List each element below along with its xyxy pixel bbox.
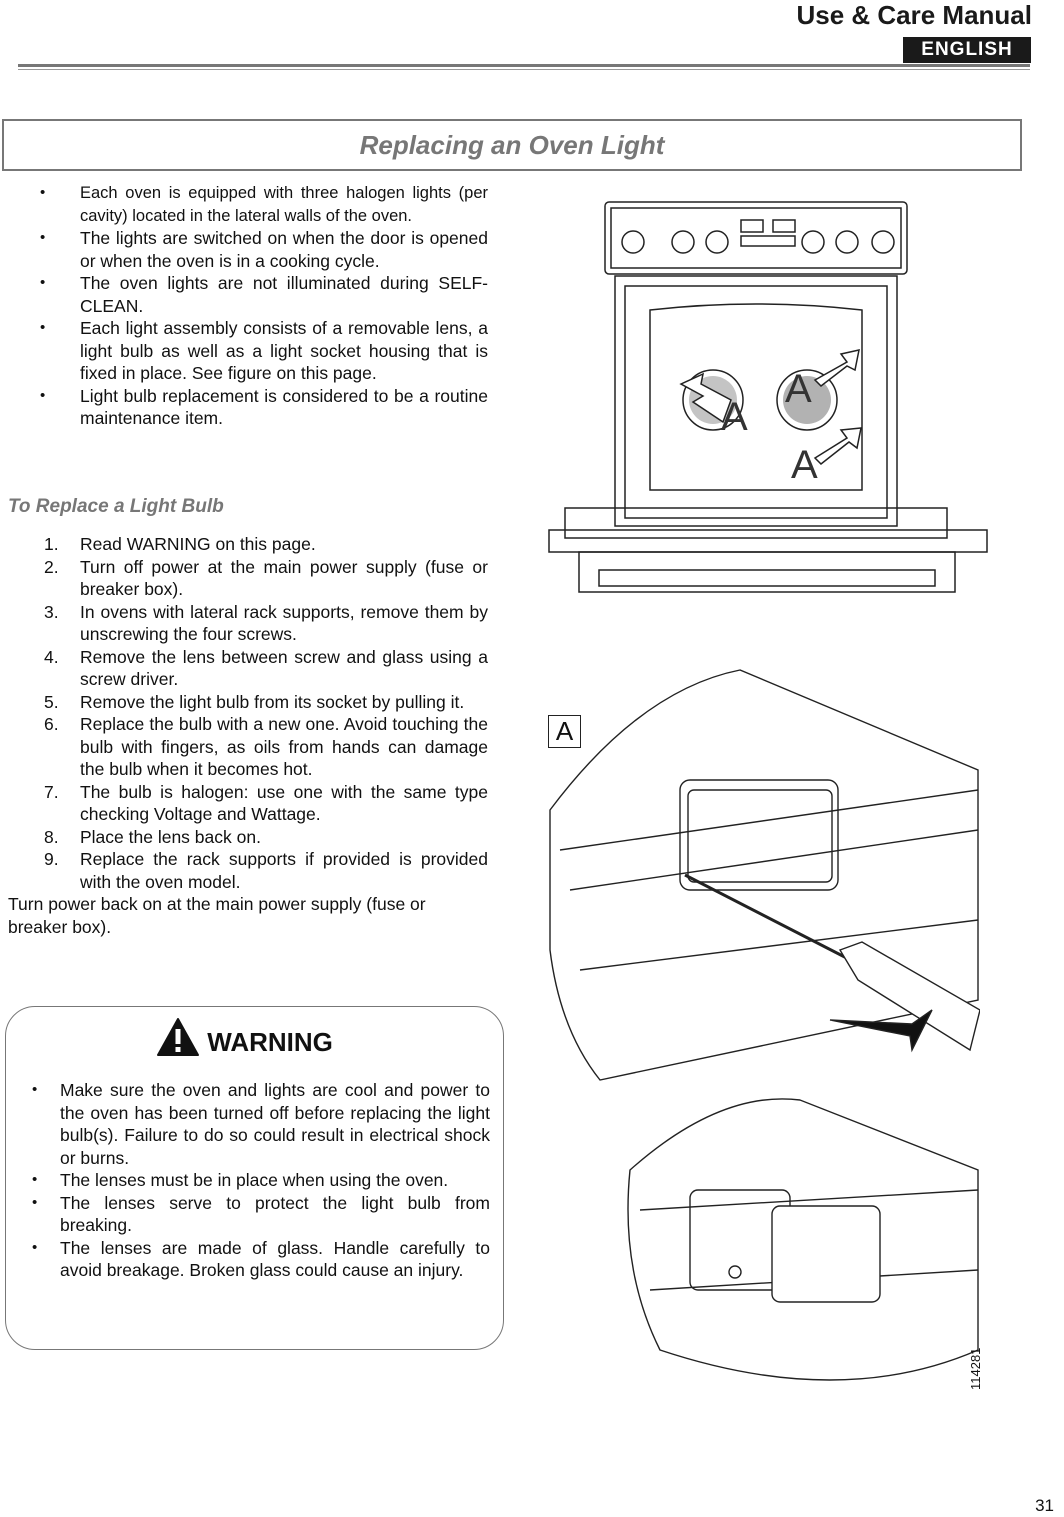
intro-bullets [8, 182, 488, 430]
warning-box [5, 1006, 504, 1350]
warning-heading [156, 1017, 333, 1058]
intro-bullet: • The oven lights are not illuminated during SELF- CLEAN. [8, 272, 488, 317]
language-badge: ENGLISH [903, 37, 1031, 63]
intro-bullet: • Each light assembly consists of a removable lens, a light bulb as well as a light socket housing that is fixed in place. See figure on this page. [8, 317, 488, 385]
warning-title: WARNING [207, 1027, 333, 1057]
subheading: To Replace a Light Bulb [8, 496, 224, 517]
arrow-icon [815, 350, 859, 386]
section-title: Replacing an Oven Light [359, 130, 665, 160]
header-rule [18, 64, 1030, 67]
figure-number: 114281 [968, 1347, 983, 1390]
step-item: 6. Replace the bulb with a new one. Avoid touching the bulb with fingers, as oils from hands can damage the bulb when it becomes hot. [44, 714, 488, 779]
step-item: 9. Replace the rack supports if provided is provided with the oven model. [44, 849, 488, 892]
page-number: 31 [1035, 1496, 1054, 1515]
intro-bullet: • Each oven is equipped with three halogen lights (per cavity) located in the lateral walls of the oven. [8, 182, 488, 227]
step-item: 2. Turn off power at the main power supply (fuse or breaker box). [44, 556, 488, 599]
warning-item: • The lenses are made of glass. Handle carefully to avoid breakage. Broken glass could cause an injury. [24, 1237, 490, 1282]
step-item: 1. Read WARNING on this page. [44, 534, 316, 554]
lens-removal-illustration [540, 650, 980, 1410]
intro-bullet: • Light bulb replacement is considered to be a routine maintenance item. [8, 385, 488, 430]
after-steps-note: Turn power back on at the main power supply (fuse or breaker box). [8, 894, 426, 937]
detail-label: A [555, 716, 574, 746]
step-item: 4. Remove the lens between screw and glass using a screw driver. [44, 646, 488, 689]
step-item: 8. Place the lens back on. [44, 826, 261, 847]
warning-item: • The lenses must be in place when using the oven. [24, 1169, 490, 1192]
callout-A: A [721, 395, 748, 439]
callout-A: A [785, 367, 812, 411]
arrow-icon [815, 428, 861, 464]
step-item: 5. Remove the light bulb from its socket by pulling it. [44, 691, 465, 712]
step-item: 7. The bulb is halogen: use one with the same type checking Voltage and Wattage. [44, 781, 488, 824]
callout-A: A [791, 443, 818, 487]
warning-item: • Make sure the oven and lights are cool and power to the oven has been turned off before replacing the light bulb(s). Failure to do so could result in electrical shock or burns. [24, 1079, 490, 1169]
oven-illustration [545, 190, 990, 595]
warning-icon [156, 1017, 200, 1057]
step-item: 3. In ovens with lateral rack supports, remove them by unscrewing the four screws. [44, 601, 488, 644]
intro-bullet: • The lights are switched on when the door is opened or when the oven is in a cooking cycle. [8, 227, 488, 272]
warning-item: • The lenses serve to protect the light bulb from breaking. [24, 1192, 490, 1237]
header-rule-thin [18, 69, 1030, 70]
section-title-box [2, 119, 1022, 171]
steps-list [8, 533, 488, 938]
manual-title: Use & Care Manual [796, 0, 1032, 30]
